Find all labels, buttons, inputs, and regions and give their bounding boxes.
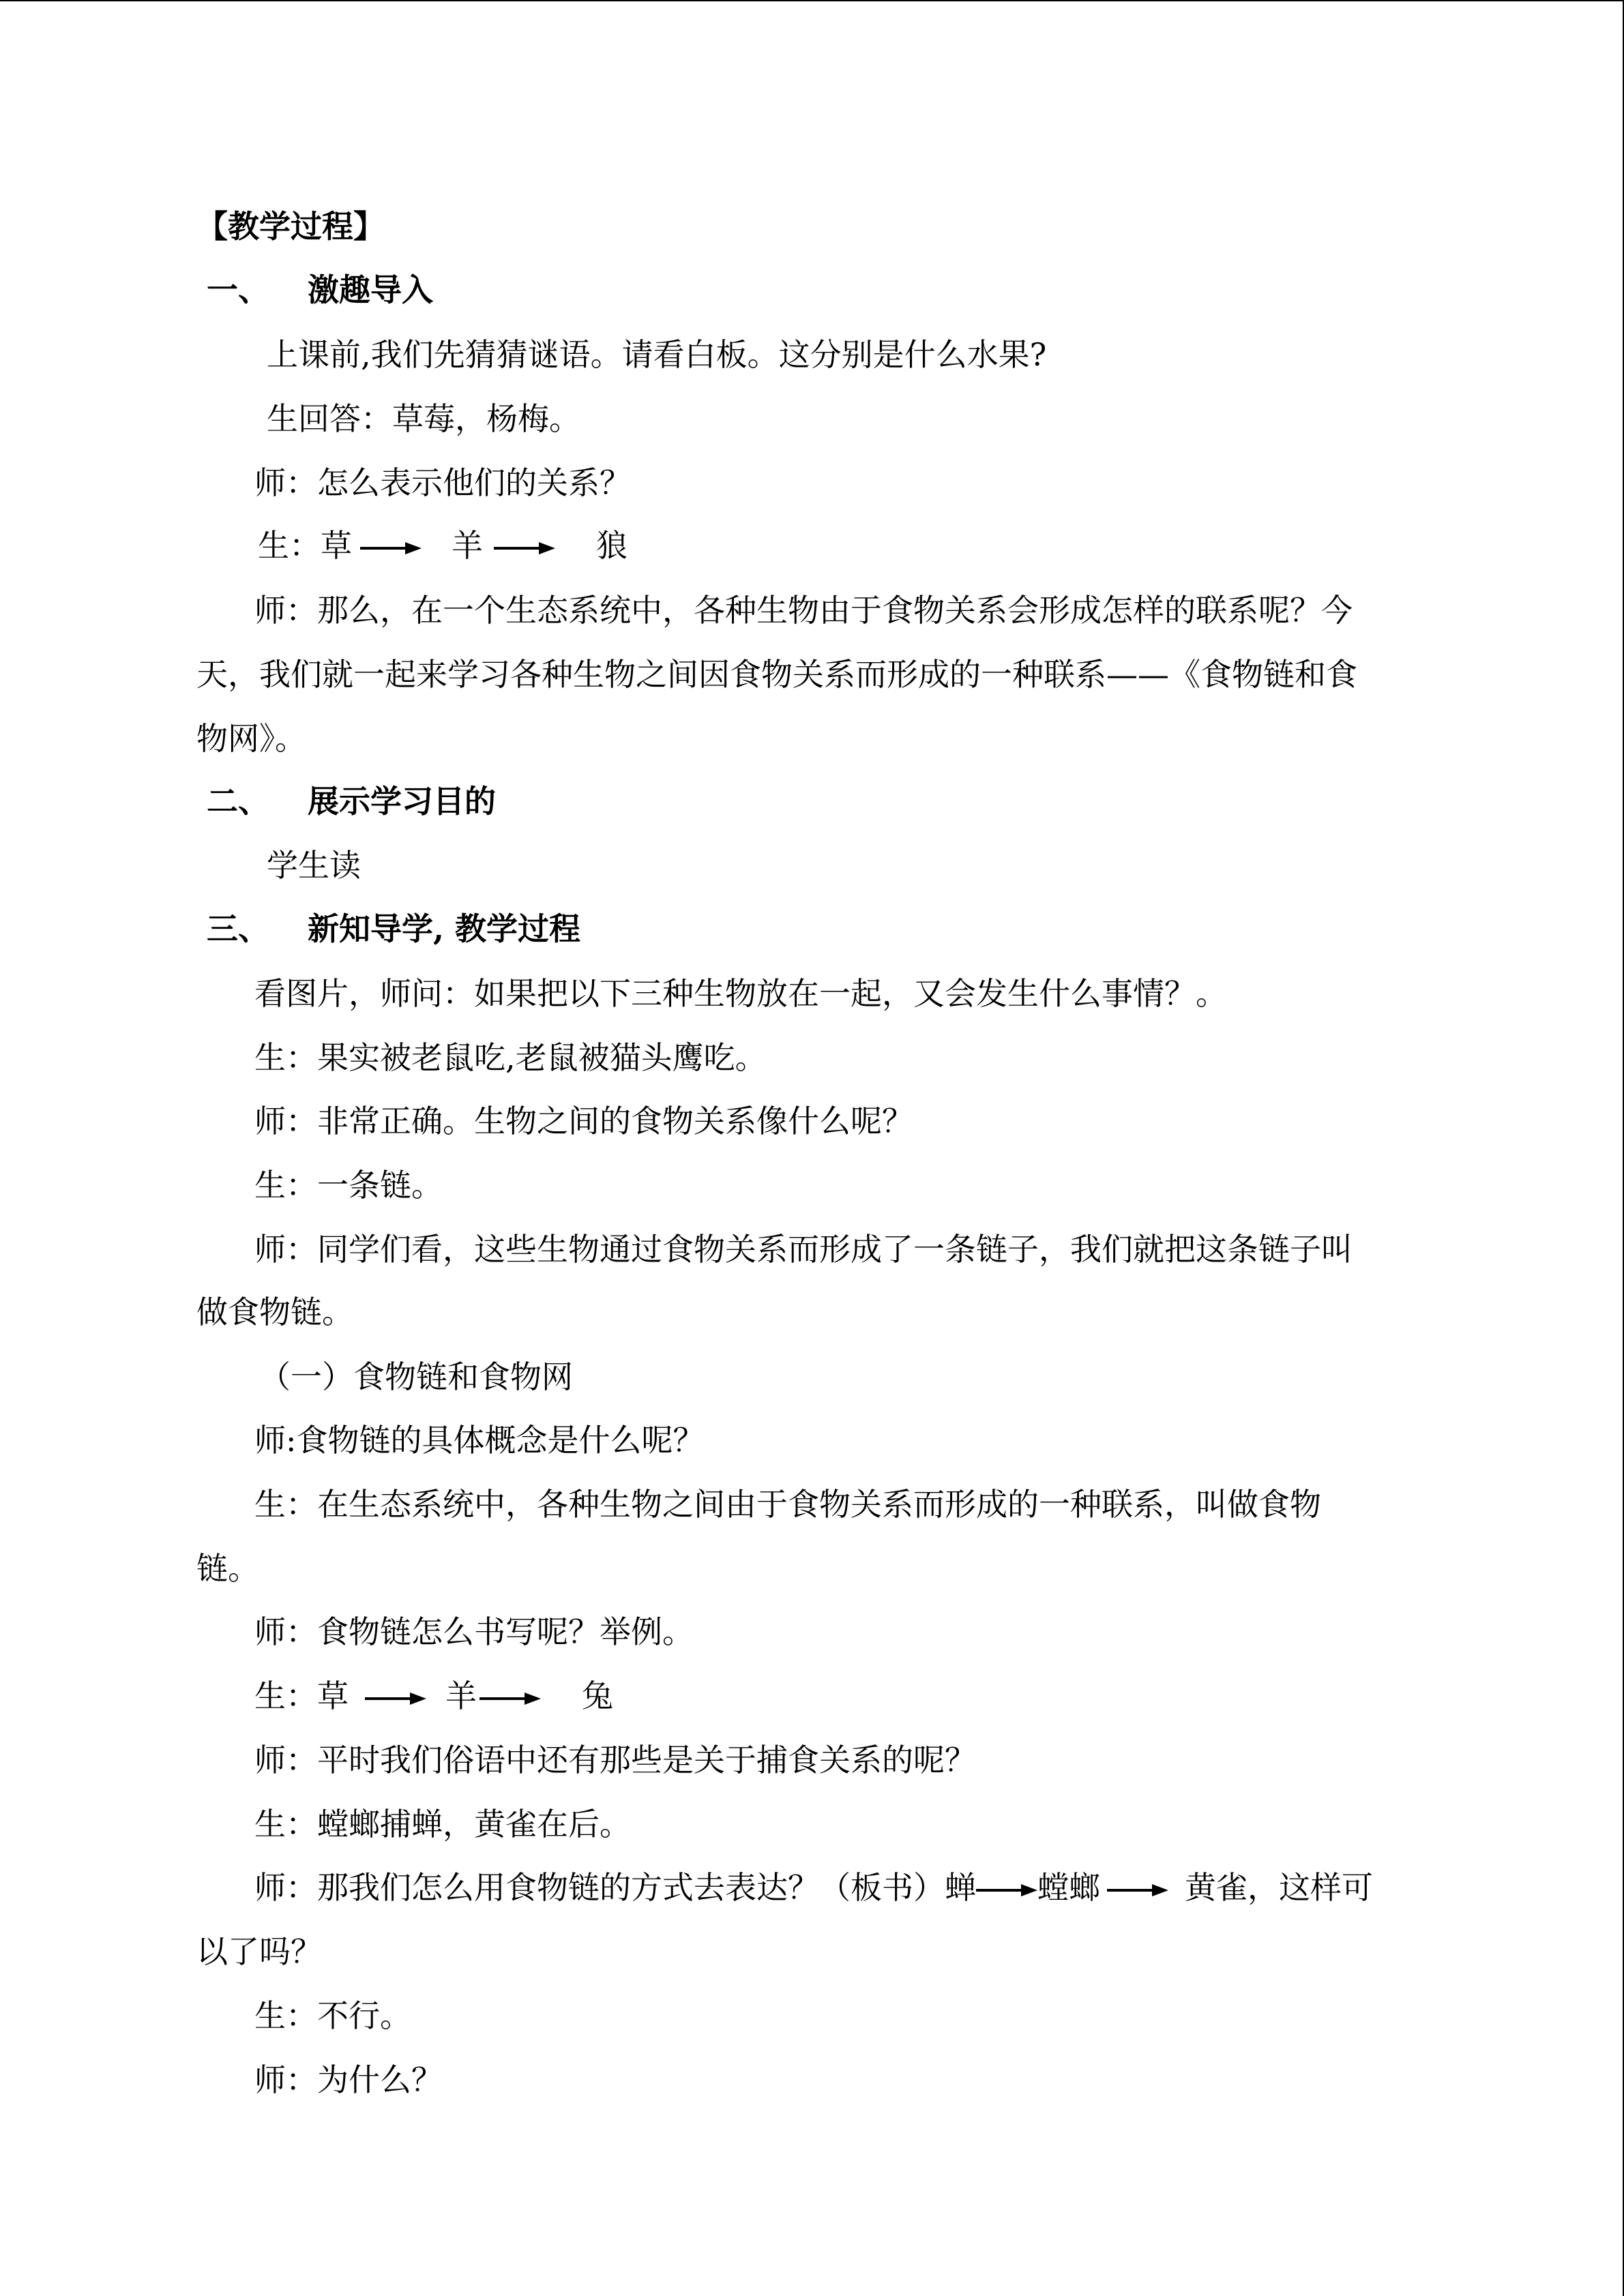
chain-item-mantis: 螳螂 [1037, 1869, 1100, 1906]
paragraph: 师：为什么？ [254, 2061, 443, 2098]
chain-item-wolf: 狼 [596, 527, 628, 564]
paragraph: 师：怎么表示他们的关系？ [254, 464, 631, 501]
arrow-right-icon [479, 1690, 541, 1707]
paragraph: 做食物链。 [196, 1294, 353, 1330]
paragraph: 生：不行。 [254, 1997, 411, 2034]
chain-item-grass: 草 [317, 1678, 349, 1714]
paragraph: 生：螳螂捕蝉，黄雀在后。 [254, 1806, 631, 1843]
food-chain-2 [254, 1675, 613, 1716]
paragraph: 师：那么，在一个生态系统中，各种生物由于食物关系会形成怎样的联系呢？今 [254, 592, 1353, 629]
chain-item-rabbit: 兔 [582, 1678, 613, 1714]
paragraph: 学生读 [267, 847, 361, 884]
section-2-number: 二、 [207, 783, 269, 820]
paragraph: 师：非常正确。生物之间的食物关系像什么呢？ [254, 1103, 913, 1139]
chain-item-sheep: 羊 [452, 527, 483, 564]
paragraph-with-chain [254, 1867, 1373, 1908]
paragraph: 链。 [196, 1550, 259, 1587]
paragraph: 生：一条链。 [254, 1167, 443, 1204]
section-2-title: 展示学习目的 [308, 783, 496, 820]
paragraph: 看图片，师问：如果把以下三种生物放在一起，又会发生什么事情？。 [254, 975, 1227, 1012]
paragraph: 生：在生态系统中，各种生物之间由于食物关系而形成的一种联系，叫做食物 [254, 1486, 1321, 1523]
section-1-title: 激趣导入 [308, 271, 433, 308]
chain-item-sheep: 羊 [445, 1678, 477, 1714]
subsection-heading: （一）食物链和食物网 [259, 1358, 573, 1395]
chain-item-grass: 草 [321, 527, 352, 564]
food-chain-1 [258, 525, 628, 566]
paragraph: 师：同学们看，这些生物通过食物关系而形成了一条链子，我们就把这条链子叫 [254, 1231, 1353, 1268]
paragraph: 生回答：草莓，杨梅。 [267, 400, 580, 437]
paragraph: 天，我们就一起来学习各种生物之间因食物关系而形成的一种联系——《食物链和食 [196, 656, 1357, 693]
paragraph: 师:食物链的具体概念是什么呢？ [254, 1422, 705, 1459]
arrow-right-icon [494, 540, 555, 556]
paragraph: 物网》。 [196, 720, 306, 757]
arrow-right-icon [976, 1882, 1037, 1898]
section-3-title: 新知导学, 教学过程 [308, 910, 581, 947]
paragraph: 生：果实被老鼠吃,老鼠被猫头鹰吃。 [254, 1039, 767, 1076]
chain-prefix: 生： [254, 1678, 317, 1714]
section-heading: 【教学过程】 [196, 208, 385, 245]
arrow-right-icon [360, 540, 422, 556]
arrow-right-icon [1107, 1882, 1168, 1898]
chain-text-pre: 师：那我们怎么用食物链的方式去表达？（板书）蝉 [254, 1869, 976, 1906]
chain-text-end: 黄雀，这样可 [1185, 1869, 1373, 1906]
arrow-right-icon [365, 1690, 426, 1707]
paragraph: 上课前,我们先猜猜谜语。请看白板。这分别是什么水果? [267, 336, 1047, 373]
chain-prefix: 生： [258, 527, 321, 564]
paragraph: 师：食物链怎么书写呢？举例。 [254, 1613, 694, 1650]
section-3-number: 三、 [207, 910, 269, 947]
paragraph: 师：平时我们俗语中还有那些是关于捕食关系的呢？ [254, 1742, 976, 1778]
paragraph: 以了吗？ [196, 1933, 322, 1970]
section-1-number: 一、 [207, 271, 269, 308]
